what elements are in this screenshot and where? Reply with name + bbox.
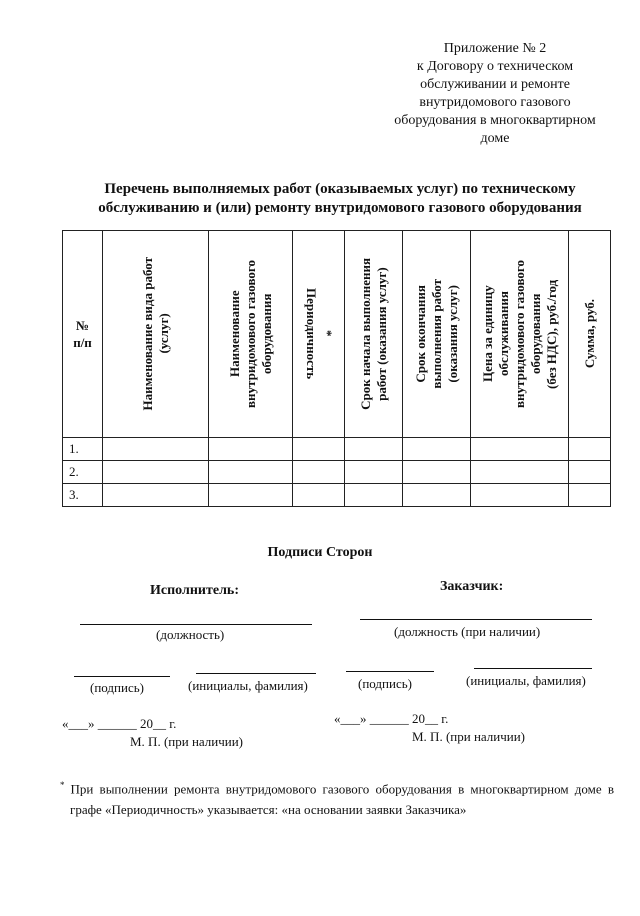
executor-stamp-caption: М. П. (при наличии) [130,734,244,749]
header-end-date-text: Срок окончания выполнения работ (оказания услуг) [412,279,460,389]
header-start-date-text: Срок начала выполнения работ (оказания услуг) [357,258,389,410]
table-cell[interactable] [403,438,471,461]
appendix-header [380,40,610,148]
appendix-line: оборудования в многоквартирном [394,113,596,128]
table-cell[interactable] [471,484,569,507]
header-number [63,231,103,438]
table-cell[interactable] [103,484,209,507]
table-cell[interactable] [345,461,403,484]
table-row [63,461,611,484]
footnote-text: При выполнении ремонта внутридомового газового оборудования в многоквартирном доме в графе «Периодичность» указывается: «на основании заявки Заказчика» [70,781,614,818]
executor-signature-caption: (подпись) [90,680,144,695]
executor-label: Исполнитель: [150,583,239,598]
appendix-line: Приложение № 2 [443,41,547,56]
table-cell[interactable] [103,461,209,484]
table-cell[interactable] [471,438,569,461]
footnote-marker: * [60,780,65,790]
executor-position-caption: (должность) [156,627,225,642]
header-end-date [403,231,471,438]
document-title [40,180,640,218]
header-sum [569,231,611,438]
header-equipment-name [209,231,293,438]
table-cell[interactable] [293,438,345,461]
customer-date[interactable]: «___» ______ 20__ г. [334,711,449,726]
customer-signature-line[interactable] [346,671,434,672]
executor-name-line[interactable] [196,673,316,674]
header-equipment-name-text: Наименование внутридомового газового оборудования [226,260,274,408]
works-table [62,230,611,507]
header-unit-price [471,231,569,438]
signatures-title: Подписи Сторон [267,545,373,560]
title-line-1: Перечень выполняемых работ (оказываемых услуг) по техническому [104,181,576,197]
table-cell[interactable] [345,438,403,461]
table-header-row [63,231,611,438]
customer-name-line[interactable] [474,668,592,669]
footnote-marker: * [319,330,335,338]
appendix-line: обслуживании и ремонте [420,77,570,92]
table-cell[interactable] [293,461,345,484]
appendix-line: доме [480,131,510,146]
customer-signature-caption: (подпись) [358,676,412,691]
table-cell[interactable] [569,461,611,484]
table-cell[interactable] [209,461,293,484]
header-sum-text: Сумма, руб. [581,299,597,369]
customer-label: Заказчик: [440,579,504,594]
header-work-name [103,231,209,438]
row-number: 1. [63,438,103,461]
appendix-line: внутридомового газового [419,95,571,110]
table-cell[interactable] [471,461,569,484]
table-cell[interactable] [293,484,345,507]
title-line-2: обслуживанию и (или) ремонту внутридомового газового оборудования [98,200,582,216]
row-number: 2. [63,461,103,484]
header-start-date [345,231,403,438]
customer-position-caption: (должность (при наличии) [394,624,541,639]
header-unit-price-text: Цена за единицу обслуживания внутридомового газового оборудования (без НДС), руб./год [479,260,559,408]
customer-name-caption: (инициалы, фамилия) [466,673,586,688]
executor-position-line[interactable] [80,624,312,625]
appendix-line: к Договору о техническом [416,59,574,74]
customer-stamp-caption: М. П. (при наличии) [412,729,526,744]
customer-position-line[interactable] [360,619,592,620]
table-cell[interactable] [345,484,403,507]
header-periodicity [293,231,345,438]
row-number: 3. [63,484,103,507]
header-work-name-text: Наименование вида работ (услуг) [139,257,171,411]
table-cell[interactable] [403,461,471,484]
executor-name-caption: (инициалы, фамилия) [188,678,308,693]
table-cell[interactable] [403,484,471,507]
table-cell[interactable] [103,438,209,461]
table-row [63,484,611,507]
executor-date[interactable]: «___» ______ 20__ г. [62,716,177,731]
executor-signature-line[interactable] [74,676,170,677]
header-periodicity-text: Периодичность [303,288,319,380]
table-cell[interactable] [569,438,611,461]
footnote [60,775,614,820]
table-row [63,438,611,461]
table-cell[interactable] [569,484,611,507]
table-cell[interactable] [209,484,293,507]
header-number-text: № п/п [73,318,92,350]
table-cell[interactable] [209,438,293,461]
